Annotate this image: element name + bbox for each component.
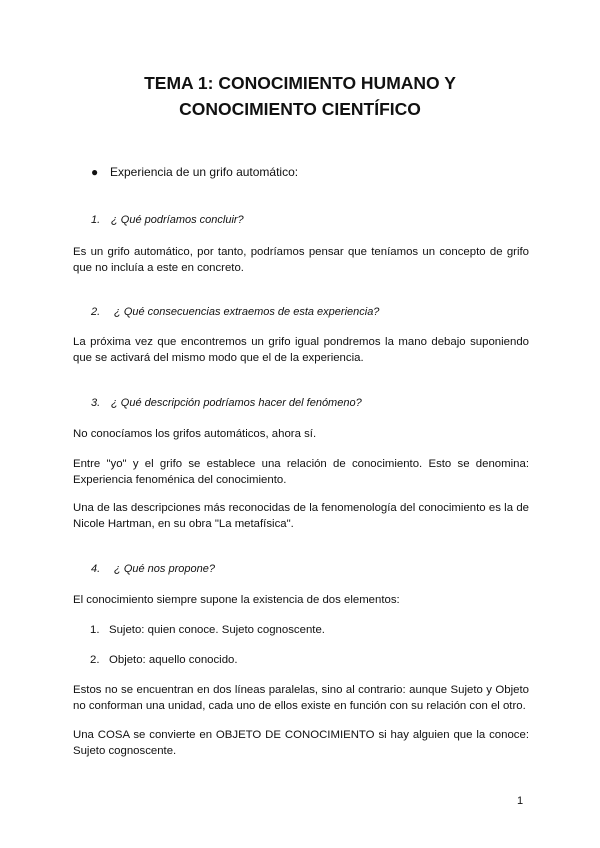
page-title: [0, 70, 600, 122]
list-item: [90, 622, 325, 638]
title-line-1: TEMA 1: CONOCIMIENTO HUMANO Y: [144, 73, 456, 93]
bullet-item: [91, 164, 298, 180]
question-number: 2.: [91, 306, 101, 318]
question-text: ¿ Qué descripción podríamos hacer del fenómeno?: [111, 397, 362, 409]
paragraph-after-list-2: Una COSA se convierte en OBJETO DE CONOCIMIENTO si hay alguien que la conoce: Sujeto cognoscente.: [73, 729, 529, 757]
list-item: [90, 652, 238, 668]
question-2: [91, 304, 379, 320]
bullet-dot: ●: [91, 165, 99, 179]
question-text: ¿ Qué nos propone?: [111, 563, 215, 575]
answer-1: Es un grifo automático, por tanto, podríamos pensar que teníamos un concepto de grifo que no incluía a este en concreto.: [73, 246, 529, 274]
list-text: Sujeto: quien conoce. Sujeto cognoscente.: [109, 624, 325, 636]
answer-3c: Una de las descripciones más reconocidas de la fenomenología del conocimiento es la de Nicole Hartman, en su obra "La metafísica".: [73, 502, 529, 530]
list-number: 1.: [90, 624, 100, 636]
question-4: [91, 561, 215, 577]
paragraph-after-list-1: Estos no se encuentran en dos líneas paralelas, sino al contrario: aunque Sujeto y Objeto no conforman una unidad, cada uno de ellos existe en función con su relación con el otro.: [73, 684, 529, 712]
title-line-2: CONOCIMIENTO CIENTÍFICO: [179, 99, 421, 119]
answer-2: La próxima vez que encontremos un grifo igual pondremos la mano debajo suponiendo que se activará del mismo modo que el de la experiencia.: [73, 336, 529, 364]
question-text: ¿ Qué consecuencias extraemos de esta experiencia?: [111, 306, 380, 318]
question-number: 4.: [91, 563, 101, 575]
page-number: 1: [517, 795, 524, 807]
list-text: Objeto: aquello conocido.: [109, 654, 238, 666]
question-3: [91, 395, 362, 411]
bullet-text: Experiencia de un grifo automático:: [110, 165, 299, 179]
question-text: ¿ Qué podríamos concluir?: [111, 214, 244, 226]
answer-4: El conocimiento siempre supone la existencia de dos elementos:: [73, 594, 400, 606]
list-number: 2.: [90, 654, 100, 666]
answer-3a: No conocíamos los grifos automáticos, ahora sí.: [73, 428, 317, 440]
question-1: [91, 212, 244, 228]
answer-3b: Entre "yo" y el grifo se establece una relación de conocimiento. Esto se denomina: Experiencia fenoménica del conocimiento.: [73, 458, 529, 486]
question-number: 3.: [91, 397, 101, 409]
question-number: 1.: [91, 214, 101, 226]
